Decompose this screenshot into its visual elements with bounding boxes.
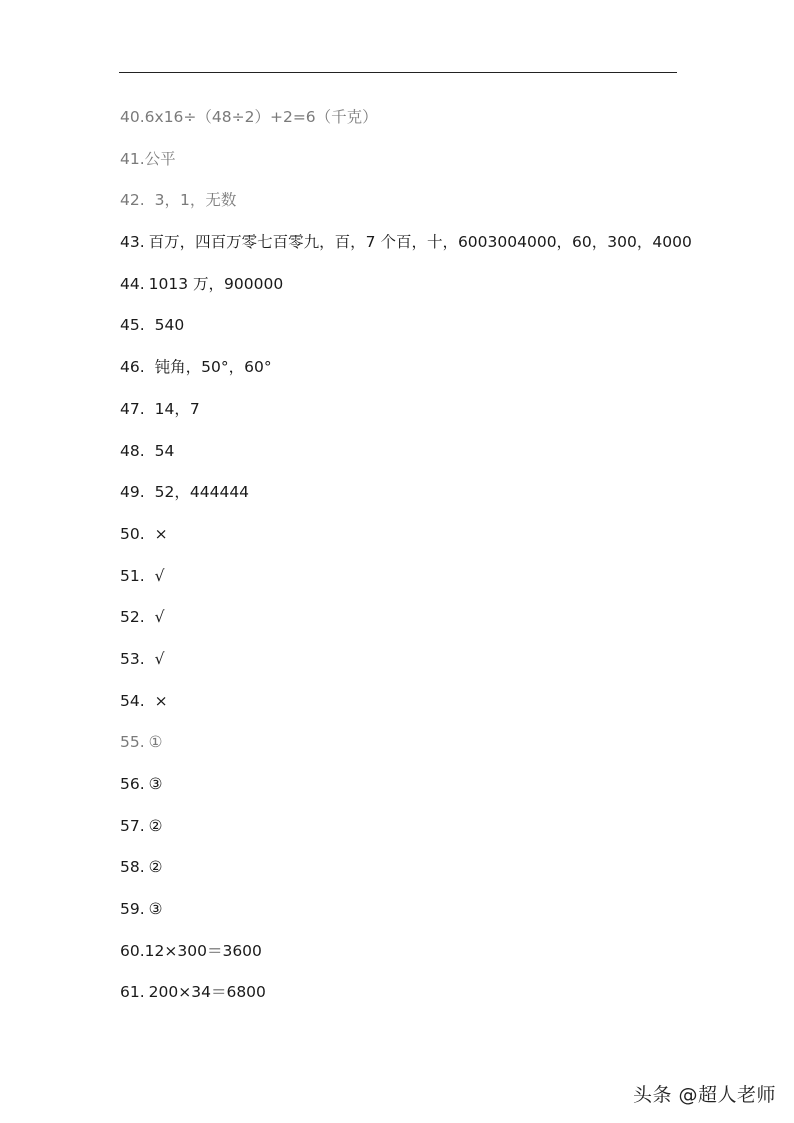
answer-number: 49.: [120, 483, 145, 502]
answer-number: 58.: [120, 858, 145, 877]
answer-number: 60.: [120, 941, 145, 960]
answer-item: [120, 147, 720, 189]
answer-number: 51.: [120, 566, 145, 585]
answer-text: 200×34＝6800: [148, 983, 266, 1002]
answer-text: 公平: [144, 149, 176, 168]
answer-item: [120, 689, 720, 731]
answer-item: [120, 272, 720, 314]
answer-text: ×: [154, 691, 168, 710]
answer-item: [120, 397, 720, 439]
answer-number: 43.: [120, 233, 145, 252]
answer-list: [120, 105, 720, 1022]
answer-item: [120, 814, 720, 856]
answer-item: [120, 188, 720, 230]
answer-text: ①: [148, 733, 163, 752]
answer-item: [120, 105, 720, 147]
answer-text: ③: [148, 775, 163, 793]
header-rule: [119, 72, 677, 73]
answer-item: [120, 522, 720, 564]
answer-number: 52.: [120, 608, 145, 627]
answer-number: 47.: [120, 399, 145, 418]
answer-item: [120, 355, 720, 397]
answer-number: 42.: [120, 191, 145, 210]
answer-text: ×: [154, 524, 168, 543]
answer-number: 44.: [120, 274, 145, 293]
answer-text: 12×300＝3600: [144, 941, 262, 960]
answer-number: 56.: [120, 775, 145, 793]
answer-text: √: [154, 608, 165, 627]
answer-number: 54.: [120, 691, 145, 710]
answer-text: ③: [148, 900, 163, 919]
answer-text: 54: [154, 441, 175, 460]
answer-text: 6x16÷（48÷2）+2=6（千克）: [144, 108, 378, 126]
answer-text: 52，444444: [154, 483, 250, 502]
answer-item: [120, 897, 720, 939]
answer-number: 57.: [120, 816, 145, 835]
answer-text: 14，7: [154, 399, 200, 418]
answer-text: ②: [148, 816, 163, 835]
answer-text: 百万，四百万零七百零九，百，7 个百，十，6003004000，60，300，4000: [148, 233, 692, 252]
answer-number: 40.: [120, 108, 145, 126]
answer-text: √: [154, 649, 165, 668]
answer-number: 61.: [120, 983, 145, 1002]
answer-number: 59.: [120, 900, 145, 919]
answer-number: 41.: [120, 149, 145, 168]
watermark: 头条 @超人老师: [632, 1084, 776, 1106]
answer-item: [120, 647, 720, 689]
answer-item: [120, 980, 720, 1022]
answer-item: [120, 772, 720, 814]
answer-number: 45.: [120, 316, 145, 335]
answer-item: [120, 605, 720, 647]
answer-text: 钝角，50°，60°: [154, 358, 272, 377]
answer-item: [120, 439, 720, 481]
answer-number: 50.: [120, 524, 145, 543]
answer-number: 55.: [120, 733, 145, 752]
answer-item: [120, 480, 720, 522]
answer-item: [120, 939, 720, 981]
answer-item: [120, 855, 720, 897]
answer-number: 46.: [120, 358, 145, 377]
answer-item: [120, 730, 720, 772]
answer-text: ②: [148, 858, 163, 877]
answer-text: √: [154, 566, 165, 585]
answer-number: 53.: [120, 649, 145, 668]
answer-item: [120, 564, 720, 606]
answer-item: [120, 313, 720, 355]
answer-text: 1013 万，900000: [148, 274, 284, 293]
answer-number: 48.: [120, 441, 145, 460]
answer-text: 3，1，无数: [154, 191, 237, 210]
answer-text: 540: [154, 316, 185, 335]
answer-item: [120, 230, 720, 272]
